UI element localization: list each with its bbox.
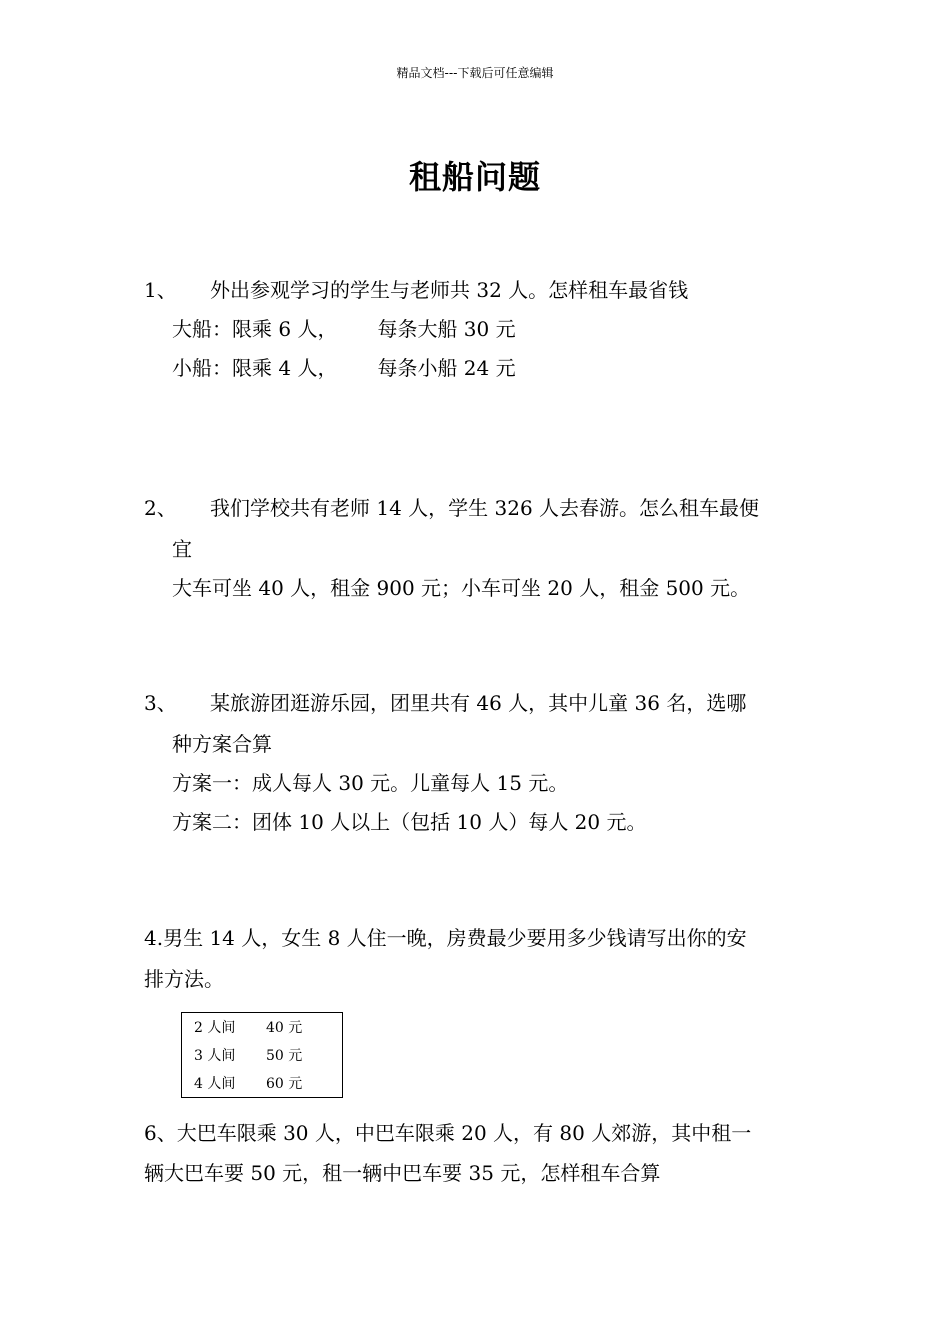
room-type: 3 人间 <box>194 1048 236 1064</box>
question-1-text: 外出参观学习的学生与老师共 32 人。怎样租车最省钱 <box>210 278 689 302</box>
room-row <box>194 1070 302 1098</box>
question-3-plan1: 方案一：成人每人 30 元。儿童每人 15 元。 <box>172 771 569 795</box>
big-boat-price: 每条大船 30 元 <box>377 317 516 341</box>
page-title: 租船问题 <box>408 158 541 196</box>
room-row <box>194 1042 302 1070</box>
room-price-table <box>181 1012 343 1098</box>
question-2-text-line1: 我们学校共有老师 14 人，学生 326 人去春游。怎么租车最便 <box>210 496 760 520</box>
question-3-text-line2: 种方案合算 <box>172 732 272 756</box>
question-2 <box>144 488 759 528</box>
question-1 <box>144 270 688 310</box>
question-2-detail: 大车可坐 40 人，租金 900 元；小车可坐 20 人，租金 500 元。 <box>172 576 751 600</box>
page-header: 精品文档---下载后可任意编辑 <box>396 66 554 80</box>
room-row <box>194 1014 302 1042</box>
big-boat-limit: 大船：限乘 6 人， <box>172 317 338 341</box>
question-6-text-line1: 6、大巴车限乘 30 人，中巴车限乘 20 人，有 80 人郊游，其中租一 <box>144 1121 752 1145</box>
room-price: 60 元 <box>266 1076 303 1092</box>
question-1-big-boat <box>172 309 516 349</box>
room-type: 2 人间 <box>194 1020 236 1036</box>
question-3-text-line1: 某旅游团逛游乐园，团里共有 46 人，其中儿童 36 名，选哪 <box>210 691 747 715</box>
question-3 <box>144 683 746 723</box>
room-price: 50 元 <box>266 1048 303 1064</box>
small-boat-price: 每条小船 24 元 <box>377 356 516 380</box>
question-3-plan2: 方案二：团体 10 人以上（包括 10 人）每人 20 元。 <box>172 810 647 834</box>
small-boat-limit: 小船：限乘 4 人， <box>172 356 338 380</box>
question-4-text-line1: 4.男生 14 人，女生 8 人住一晚，房费最少要用多少钱请写出你的安 <box>144 926 747 950</box>
question-1-number: 1、 <box>144 278 177 302</box>
question-1-small-boat <box>172 348 516 388</box>
room-price: 40 元 <box>266 1020 303 1036</box>
question-4-text-line2: 排方法。 <box>144 967 224 991</box>
question-6-text-line2: 辆大巴车要 50 元，租一辆中巴车要 35 元，怎样租车合算 <box>144 1161 661 1185</box>
question-2-number: 2、 <box>144 496 177 520</box>
question-2-text-line2: 宜 <box>172 537 192 561</box>
question-3-number: 3、 <box>144 691 177 715</box>
room-type: 4 人间 <box>194 1076 236 1092</box>
